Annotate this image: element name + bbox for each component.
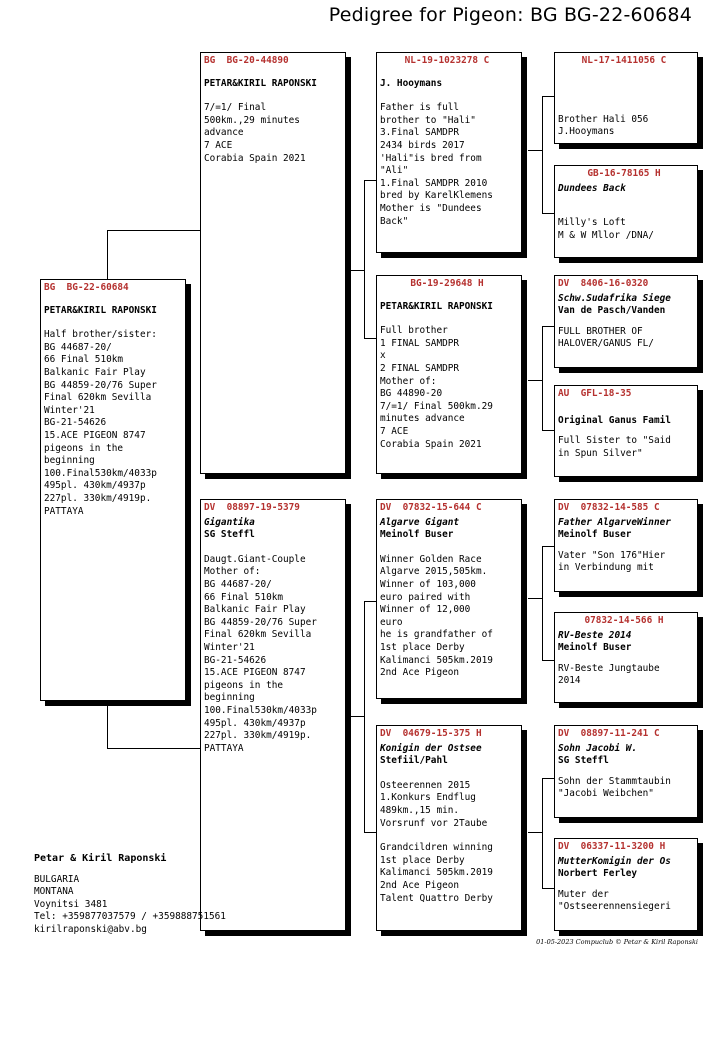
connector-line	[107, 230, 202, 231]
ring-number: NL-17-1411056 C	[581, 55, 667, 66]
breeder-name: PETAR&KIRIL RAPONSKI	[204, 77, 317, 89]
pigeon-notes: Osteerennen 2015 1.Konkurs Endflug 489km.,15 min. Vorsrunf vor 2Taube	[380, 779, 488, 829]
ring-number: NL-19-1023278 C	[404, 55, 490, 66]
connector-line	[542, 660, 554, 661]
breeder-name: Norbert Ferley	[558, 868, 638, 880]
owner-country: BULGARIA	[34, 873, 80, 885]
connector-line	[542, 778, 543, 888]
connector-line	[542, 888, 554, 889]
ring-number: BG BG-22-60684	[44, 282, 129, 293]
pigeon-notes: Father is full brother to "Hali" 3.Final SAMDPR 2434 birds 2017 'Hali"is bred from "Ali" 1.Final SAMDPR 2010 bred by KarelKlemens Mother is "Dundees Back"	[380, 102, 493, 227]
connector-line	[528, 598, 543, 599]
pigeon-name: Dundees Back	[558, 182, 626, 194]
connector-line	[542, 430, 554, 431]
breeder-name: Original Ganus Famil	[558, 414, 671, 426]
pigeon-notes: 7/=1/ Final 500km.,29 minutes advance 7 ACE Corabia Spain 2021	[204, 102, 306, 164]
pigeon-card-dss	[554, 499, 698, 592]
connector-line	[350, 716, 365, 717]
ring-number: DV 08897-11-241 C	[558, 728, 660, 739]
pigeon-notes: Vater "Son 176"Hier in Verbindung mit	[558, 549, 666, 574]
breeder-name: SG Steffl	[204, 529, 255, 541]
connector-line	[350, 270, 365, 271]
breeder-name: Meinolf Buser	[380, 529, 454, 541]
ring-number: 07832-14-566 H	[584, 615, 664, 626]
pigeon-notes: FULL BROTHER OF HALOVER/GANUS FL/	[558, 325, 654, 350]
connector-line	[107, 230, 108, 282]
owner-phone: Tel: +359877037579 / +359888751561	[34, 911, 226, 923]
ring-number: DV 08897-19-5379	[204, 502, 300, 513]
ring-number: DV 07832-14-585 C	[558, 502, 660, 513]
breeder-name: J. Hooymans	[380, 77, 443, 89]
pigeon-name: Algarve Gigant	[380, 516, 460, 528]
ring-number: DV 07832-15-644 C	[380, 502, 482, 513]
pigeon-card-sdd	[554, 385, 698, 477]
pigeon-card-ssd	[554, 165, 698, 258]
pigeon-notes: Daugt.Giant-Couple Mother of: BG 44687-20/ 66 Final 510km Balkanic Fair Play BG 44859-20/76 Super Final 620km Sevilla Winter'21 BG-21-54626 15.ACE PIGEON 8747 pigeons in the beginning 100.Final530km/4033p 495pl. 430km/4937p 227pl. 330km/4919p. PATTAYA	[204, 553, 317, 754]
pigeon-name: Konigin der Ostsee	[380, 742, 482, 754]
pigeon-name: MutterKomigin der Os	[558, 855, 671, 867]
pigeon-card-dam-sire	[376, 499, 522, 699]
ring-number: BG-19-29648 H	[410, 278, 484, 289]
connector-line	[542, 326, 554, 327]
connector-line	[107, 700, 108, 748]
pigeon-card-dsd	[554, 612, 698, 703]
pigeon-notes: RV-Beste Jungtaube 2014	[558, 662, 660, 687]
pigeon-notes: Full brother 1 FINAL SAMDPR x 2 FINAL SAMDPR Mother of: BG 44890-20 7/=1/ Final 500km.29 minutes advance 7 ACE Corabia Spain 2021	[380, 325, 493, 450]
pigeon-notes: Full Sister to "Said in Spun Silver"	[558, 435, 671, 459]
connector-line	[364, 601, 376, 602]
connector-line	[542, 546, 554, 547]
connector-line	[528, 150, 543, 151]
connector-line	[542, 213, 554, 214]
pigeon-notes: Winner Golden Race Algarve 2015,505km. Winner of 103,000 euro paired with Winner of 12,000 euro he is grandfather of 1st place Derby Kalimanci 505km.2019 2nd Ace Pigeon	[380, 553, 493, 679]
owner-name: Petar & Kiril Raponski	[34, 853, 167, 864]
pigeon-card-sss	[554, 52, 698, 144]
connector-line	[542, 96, 543, 213]
pigeon-card-dam-dam	[376, 725, 522, 931]
pigeon-name: Sohn Jacobi W.	[558, 742, 638, 754]
connector-line	[528, 832, 543, 833]
connector-line	[364, 180, 376, 181]
breeder-name: SG Steffl	[558, 755, 609, 767]
pigeon-card-sire	[200, 52, 346, 474]
owner-info	[34, 853, 226, 937]
page-title: Pedigree for Pigeon: BG BG-22-60684	[328, 4, 692, 26]
breeder-name: PETAR&KIRIL RAPONSKI	[380, 300, 493, 312]
pigeon-name: RV-Beste 2014	[558, 629, 632, 641]
ring-number: DV 04679-15-375 H	[380, 728, 482, 739]
ring-number: BG BG-20-44890	[204, 55, 289, 66]
connector-line	[364, 338, 376, 339]
pigeon-notes: Grandcildren winning 1st place Derby Kalimanci 505km.2019 2nd Ace Pigeon Talent Quattro Derby	[380, 842, 493, 904]
owner-email: kirilraponski@abv.bg	[34, 923, 147, 935]
pigeon-name: Schw.Sudafrika Siege	[558, 292, 671, 304]
connector-line	[542, 326, 543, 430]
pigeon-name: Father AlgarveWinner	[558, 516, 671, 528]
ring-number: AU GFL-18-35	[558, 388, 632, 399]
footer-credit: 01-05-2023 Compuclub © Petar & Kiril Raponski	[536, 938, 698, 946]
pigeon-card-sds	[554, 275, 698, 368]
connector-line	[364, 832, 376, 833]
connector-line	[364, 180, 365, 338]
pigeon-name: Gigantika	[204, 516, 255, 528]
connector-line	[542, 778, 554, 779]
pigeon-card-sire-dam	[376, 275, 522, 474]
pigeon-card-sire-sire	[376, 52, 522, 253]
pigeon-notes: Brother Hali 056 J.Hooymans	[558, 113, 649, 138]
connector-line	[528, 380, 543, 381]
owner-street: Voynitsi 3481	[34, 898, 108, 910]
ring-number: DV 06337-11-3200 H	[558, 841, 666, 852]
pigeon-card-ddd	[554, 838, 698, 931]
pigeon-card-dds	[554, 725, 698, 818]
ring-number: GB-16-78165 H	[587, 168, 661, 179]
owner-region: MONTANA	[34, 886, 74, 898]
connector-line	[107, 748, 202, 749]
connector-line	[542, 546, 543, 660]
pigeon-notes: Muter der "Ostseerennensiegeri	[558, 888, 671, 913]
ring-number: DV 8406-16-0320	[558, 278, 649, 289]
breeder-name: PETAR&KIRIL RAPONSKI	[44, 304, 157, 316]
breeder-name: Meinolf Buser	[558, 529, 632, 541]
breeder-name: Van de Pasch/Vanden	[558, 305, 666, 317]
connector-line	[542, 96, 554, 97]
breeder-name: Meinolf Buser	[558, 642, 632, 654]
breeder-name: Stefiil/Pahl	[380, 755, 448, 767]
pigeon-card-subject	[40, 279, 186, 701]
pigeon-notes: Half brother/sister: BG 44687-20/ 66 Final 510km Balkanic Fair Play BG 44859-20/76 Super Final 620km Sevilla Winter'21 BG-21-54626 15.ACE PIGEON 8747 pigeons in the beginning 100.Final530km/4033p 495pl. 430km/4937p 227pl. 330km/4919p. PATTAYA	[44, 329, 157, 517]
pigeon-notes: Sohn der Stammtaubin "Jacobi Weibchen"	[558, 775, 671, 800]
pigeon-notes: Milly's Loft M & W Mllor /DNA/	[558, 217, 654, 241]
